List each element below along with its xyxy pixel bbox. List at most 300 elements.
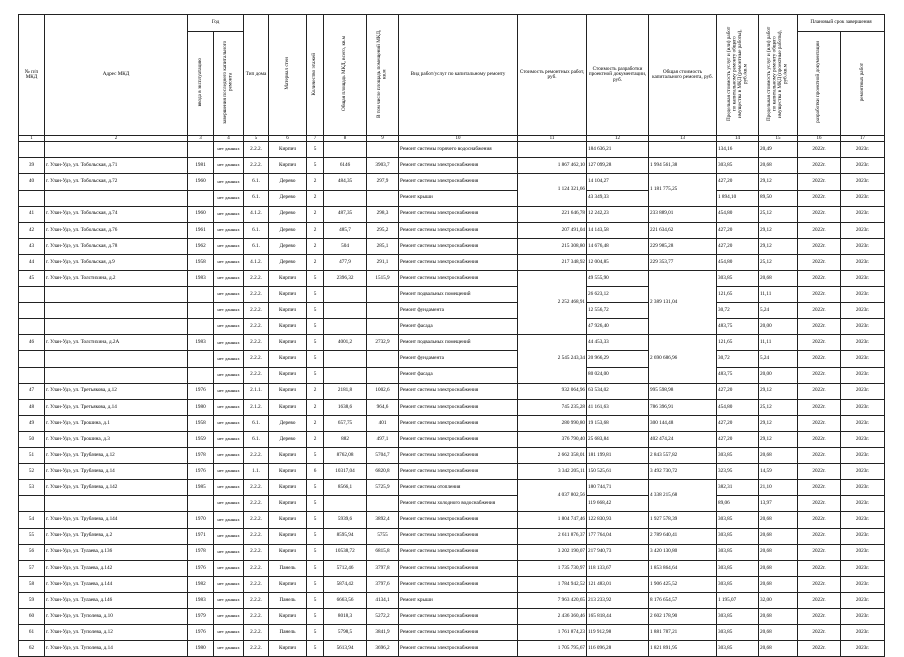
cell-total-cost: 8 176 654,57	[649, 592, 717, 608]
cell-limit-cost: 427,20	[717, 431, 759, 447]
cell-plan-repair: 2023г.	[841, 190, 885, 206]
column-number: 7	[307, 136, 324, 142]
table-row	[19, 496, 885, 512]
cell-total-cost: 229 353,77	[649, 254, 717, 270]
cell-plan-design: 2022г.	[798, 254, 841, 270]
cell-limit-cost: 427,20	[717, 238, 759, 254]
cell-year-repair: нет данных	[214, 512, 244, 528]
cell-limit-cost: 427,20	[717, 222, 759, 238]
cell-year-built: 1959	[188, 431, 214, 447]
cell-design-cost: 122 830,93	[587, 512, 649, 528]
cell-total-cost: 233 889,01	[649, 206, 717, 222]
cell-work-type: Ремонт системы горячего водоснабжения	[399, 142, 518, 158]
cell-year-repair: нет данных	[214, 415, 244, 431]
cell-total-cost: 1 821 891,95	[649, 641, 717, 657]
cell-living-area: 6815,8	[367, 544, 399, 560]
table-row	[19, 560, 885, 576]
cell-year-repair: нет данных	[214, 238, 244, 254]
cell-address	[45, 142, 188, 158]
cell-total-area: 504	[324, 238, 367, 254]
cell-floors: 2	[307, 222, 324, 238]
cell-design-cost: 217 940,73	[587, 544, 649, 560]
cell-plan-design: 2022г.	[798, 641, 841, 657]
cell-year-built: 1981	[188, 158, 214, 174]
cell-total-cost: 402 474,24	[649, 431, 717, 447]
cell-work-type: Ремонт системы электроснабжения	[399, 576, 518, 592]
cell-year-built: 1980	[188, 641, 214, 657]
cell-wall-material: Кирпич	[269, 319, 307, 335]
cell-plan-design: 2022г.	[798, 335, 841, 351]
cell-design-cost: 165 818,44	[587, 608, 649, 624]
cell-address	[45, 367, 188, 383]
cell-plan-repair: 2023г.	[841, 560, 885, 576]
cell-plan-repair: 2023г.	[841, 174, 885, 190]
cell-limit-cost: 303,85	[717, 528, 759, 544]
cell-limit-cost-design: 25,12	[759, 399, 798, 415]
cell-house-type: 6.1.	[244, 415, 269, 431]
cell-total-cost: 786 396,91	[649, 399, 717, 415]
cell-house-type: 2.2.2.	[244, 544, 269, 560]
cell-total-cost: 1 994 561,38	[649, 158, 717, 174]
cell-row-number: 57	[19, 560, 45, 576]
cell-year-repair: нет данных	[214, 319, 244, 335]
cell-limit-cost-design: 20,68	[759, 271, 798, 287]
cell-house-type: 2.2.2.	[244, 335, 269, 351]
cell-limit-cost-design: 29,12	[759, 222, 798, 238]
cell-year-built: 1976	[188, 464, 214, 480]
cell-limit-cost-design: 20,68	[759, 544, 798, 560]
header-plan-repair: ремонтных работ	[858, 63, 865, 102]
cell-plan-design: 2022г.	[798, 608, 841, 624]
cell-design-cost: 41 161,63	[587, 399, 649, 415]
cell-total-area: 1638,6	[324, 399, 367, 415]
cell-row-number: 54	[19, 512, 45, 528]
cell-floors: 5	[307, 576, 324, 592]
cell-work-type: Ремонт фасада	[399, 367, 518, 383]
table-row	[19, 303, 885, 319]
cell-address: г. Улан-Удэ, ул. Трубачева, д.14	[45, 464, 188, 480]
cell-house-type: 2.2.2.	[244, 641, 269, 657]
cell-year-built: 1976	[188, 560, 214, 576]
cell-row-number	[19, 367, 45, 383]
cell-repair-cost: 1 735 730,97	[518, 560, 587, 576]
cell-house-type: 2.2.2.	[244, 496, 269, 512]
cell-plan-design: 2022г.	[798, 238, 841, 254]
cell-plan-repair: 2023г.	[841, 142, 885, 158]
cell-year-repair: нет данных	[214, 608, 244, 624]
header-total-area: Общая площадь МКД, всего, кв.м	[341, 36, 348, 112]
cell-year-repair: нет данных	[214, 448, 244, 464]
table-row	[19, 319, 885, 335]
cell-total-area	[324, 319, 367, 335]
cell-repair-cost: 1 705 795,67	[518, 641, 587, 657]
cell-design-cost: 47 926,40	[587, 319, 649, 335]
header-plan-term: Плановый срок завершения	[798, 15, 885, 32]
cell-work-type: Ремонт системы электроснабжения	[399, 431, 518, 447]
cell-year-built: 1979	[188, 608, 214, 624]
cell-design-cost: 119 668,42	[587, 496, 649, 512]
cell-work-type: Ремонт системы электроснабжения	[399, 158, 518, 174]
cell-plan-repair: 2023г.	[841, 496, 885, 512]
header-year: Год	[188, 15, 244, 32]
cell-row-number: 47	[19, 383, 45, 399]
cell-floors: 5	[307, 271, 324, 287]
table-row	[19, 271, 885, 287]
cell-floors: 5	[307, 544, 324, 560]
cell-design-cost: 80 024,00	[587, 367, 649, 383]
column-number: 9	[367, 136, 399, 142]
cell-design-cost: 49 555,90	[587, 271, 649, 287]
cell-year-repair: нет данных	[214, 480, 244, 496]
cell-year-repair: нет данных	[214, 303, 244, 319]
cell-year-repair: нет данных	[214, 560, 244, 576]
cell-floors: 5	[307, 480, 324, 496]
cell-living-area: 298,3	[367, 206, 399, 222]
cell-row-number: 45	[19, 271, 45, 287]
cell-living-area	[367, 496, 399, 512]
cell-row-number: 60	[19, 608, 45, 624]
cell-house-type: 4.1.2.	[244, 254, 269, 270]
cell-limit-cost-design: 5,24	[759, 351, 798, 367]
cell-plan-repair: 2023г.	[841, 158, 885, 174]
cell-total-cost: 2 843 557,82	[649, 448, 717, 464]
cell-year-built: 1962	[188, 238, 214, 254]
cell-total-cost: 221 634,62	[649, 222, 717, 238]
cell-work-type: Ремонт фундамента	[399, 351, 518, 367]
cell-design-cost: 150 525,61	[587, 464, 649, 480]
cell-year-built: 1983	[188, 592, 214, 608]
table-row	[19, 222, 885, 238]
cell-wall-material: Дерево	[269, 254, 307, 270]
cell-plan-repair: 2023г.	[841, 399, 885, 415]
cell-total-area: 882	[324, 431, 367, 447]
cell-work-type: Ремонт системы электроснабжения	[399, 271, 518, 287]
cell-row-number: 39	[19, 158, 45, 174]
cell-limit-cost-design: 11,11	[759, 287, 798, 303]
cell-house-type: 2.2.2.	[244, 512, 269, 528]
cell-plan-design: 2022г.	[798, 560, 841, 576]
cell-design-cost: 180 744,71	[587, 480, 649, 496]
cell-total-area	[324, 287, 367, 303]
cell-design-cost: 63 534,02	[587, 383, 649, 399]
cell-limit-cost: 303,85	[717, 560, 759, 576]
cell-total-cost: 2 690 686,96	[649, 335, 717, 383]
cell-plan-design: 2022г.	[798, 190, 841, 206]
table-row	[19, 383, 885, 399]
cell-house-type: 2.2.2.	[244, 448, 269, 464]
cell-plan-repair: 2023г.	[841, 351, 885, 367]
cell-year-repair: нет данных	[214, 174, 244, 190]
cell-total-cost: 1 853 864,64	[649, 560, 717, 576]
cell-row-number	[19, 190, 45, 206]
cell-limit-cost: 483,75	[717, 319, 759, 335]
cell-plan-design: 2022г.	[798, 158, 841, 174]
cell-wall-material: Кирпич	[269, 399, 307, 415]
cell-plan-design: 2022г.	[798, 206, 841, 222]
cell-design-cost: 14 676,48	[587, 238, 649, 254]
cell-living-area	[367, 319, 399, 335]
cell-year-built: 1971	[188, 528, 214, 544]
header-no: № п/п МКД	[19, 15, 45, 136]
cell-year-repair: нет данных	[214, 287, 244, 303]
cell-address: г. Улан-Удэ, ул. Тобольская, д.71	[45, 158, 188, 174]
cell-address: г. Улан-Удэ, ул. Толстихина, д.2А	[45, 335, 188, 351]
cell-living-area: 1515,9	[367, 271, 399, 287]
cell-wall-material: Кирпич	[269, 383, 307, 399]
table-row	[19, 399, 885, 415]
cell-address: г. Улан-Удэ, ул. Тобольская, д.78	[45, 238, 188, 254]
cell-limit-cost: 30,72	[717, 303, 759, 319]
cell-wall-material: Кирпич	[269, 287, 307, 303]
cell-wall-material: Кирпич	[269, 576, 307, 592]
cell-year-repair: нет данных	[214, 641, 244, 657]
cell-total-cost: 2 602 178,90	[649, 608, 717, 624]
cell-plan-design: 2022г.	[798, 625, 841, 641]
table-row	[19, 415, 885, 431]
cell-design-cost: 118 133,67	[587, 560, 649, 576]
cell-design-cost: 127 099,28	[587, 158, 649, 174]
cell-wall-material: Панель	[269, 592, 307, 608]
cell-year-repair: нет данных	[214, 399, 244, 415]
cell-plan-repair: 2023г.	[841, 206, 885, 222]
cell-total-area	[324, 142, 367, 158]
cell-repair-cost: 2 545 243,34	[518, 335, 587, 383]
cell-floors: 2	[307, 399, 324, 415]
cell-limit-cost: 303,85	[717, 271, 759, 287]
cell-row-number: 46	[19, 335, 45, 351]
table-row	[19, 576, 885, 592]
cell-limit-cost: 427,20	[717, 415, 759, 431]
cell-repair-cost: 280 990,80	[518, 415, 587, 431]
cell-plan-repair: 2023г.	[841, 254, 885, 270]
table-row	[19, 448, 885, 464]
cell-house-type: 4.1.2.	[244, 206, 269, 222]
cell-limit-cost-design: 20,00	[759, 319, 798, 335]
cell-repair-cost: 1 804 747,46	[518, 512, 587, 528]
cell-floors: 5	[307, 512, 324, 528]
cell-address	[45, 496, 188, 512]
cell-plan-repair: 2023г.	[841, 415, 885, 431]
cell-floors: 5	[307, 319, 324, 335]
column-number: 16	[798, 136, 841, 142]
cell-plan-design: 2022г.	[798, 222, 841, 238]
cell-total-area: 477,9	[324, 254, 367, 270]
cell-address: г. Улан-Удэ, ул. Тулаева, д.144	[45, 576, 188, 592]
table-row	[19, 174, 885, 190]
header-repair-cost: Стоимость ремонтных работ, руб.	[518, 15, 587, 136]
column-number: 17	[841, 136, 885, 142]
header-living-area: В том числе площадь помещений МКД, кв.м	[376, 29, 388, 118]
cell-living-area	[367, 142, 399, 158]
cell-work-type: Ремонт системы электроснабжения	[399, 222, 518, 238]
cell-total-area: 6146	[324, 158, 367, 174]
cell-wall-material: Дерево	[269, 206, 307, 222]
cell-limit-cost: 303,85	[717, 448, 759, 464]
cell-limit-cost-design: 14,59	[759, 464, 798, 480]
cell-year-repair: нет данных	[214, 351, 244, 367]
cell-limit-cost: 303,85	[717, 158, 759, 174]
cell-house-type: 2.2.2.	[244, 158, 269, 174]
header-house-type: Тип дома	[244, 15, 269, 136]
cell-repair-cost: 1 124 321,66	[518, 174, 587, 206]
cell-floors: 5	[307, 142, 324, 158]
cell-wall-material: Кирпич	[269, 544, 307, 560]
cell-limit-cost-design: 20,49	[759, 142, 798, 158]
cell-design-cost: 213 233,92	[587, 592, 649, 608]
cell-total-area: 6663,56	[324, 592, 367, 608]
cell-limit-cost-design: 20,68	[759, 625, 798, 641]
cell-design-cost: 20 966,29	[587, 351, 649, 367]
cell-limit-cost-design: 20,68	[759, 641, 798, 657]
cell-limit-cost: 303,85	[717, 625, 759, 641]
cell-total-cost: 995 598,98	[649, 383, 717, 399]
cell-work-type: Ремонт системы электроснабжения	[399, 415, 518, 431]
cell-wall-material: Кирпич	[269, 335, 307, 351]
cell-year-repair: нет данных	[214, 367, 244, 383]
cell-address: г. Улан-Удэ, ул. Трубачева, д.2	[45, 528, 188, 544]
cell-year-built: 1960	[188, 174, 214, 190]
cell-limit-cost: 134,16	[717, 142, 759, 158]
table-row	[19, 625, 885, 641]
table-row	[19, 254, 885, 270]
table-row	[19, 528, 885, 544]
cell-limit-cost: 121,65	[717, 335, 759, 351]
cell-year-built: 1958	[188, 254, 214, 270]
cell-wall-material: Кирпич	[269, 448, 307, 464]
cell-limit-cost-design: 29,12	[759, 431, 798, 447]
cell-wall-material: Кирпич	[269, 271, 307, 287]
cell-work-type: Ремонт системы электроснабжения	[399, 383, 518, 399]
cell-design-cost: 44 453,33	[587, 335, 649, 351]
table-row	[19, 464, 885, 480]
cell-wall-material: Кирпич	[269, 512, 307, 528]
cell-house-type: 2.2.2.	[244, 287, 269, 303]
cell-address: г. Улан-Удэ, ул. Тулаева, д.142	[45, 560, 188, 576]
cell-total-area: 485,7	[324, 222, 367, 238]
column-number: 4	[214, 136, 244, 142]
cell-floors: 5	[307, 592, 324, 608]
cell-total-area: 8595,94	[324, 528, 367, 544]
cell-house-type: 2.1.1.	[244, 383, 269, 399]
cell-repair-cost: 2 611 876,37	[518, 528, 587, 544]
cell-year-repair: нет данных	[214, 431, 244, 447]
cell-house-type: 6.1.	[244, 222, 269, 238]
cell-limit-cost-design: 20,68	[759, 576, 798, 592]
table-row	[19, 544, 885, 560]
cell-total-area: 2396,32	[324, 271, 367, 287]
column-number: 14	[717, 136, 759, 142]
cell-floors: 5	[307, 641, 324, 657]
cell-limit-cost: 454,80	[717, 254, 759, 270]
cell-work-type: Ремонт системы электроснабжения	[399, 254, 518, 270]
column-number: 12	[587, 136, 649, 142]
cell-total-area: 5613,94	[324, 641, 367, 657]
cell-design-cost: 14 104,27	[587, 174, 649, 190]
cell-year-built: 1983	[188, 335, 214, 351]
cell-year-built	[188, 287, 214, 303]
cell-design-cost: 26 623,12	[587, 287, 649, 303]
cell-total-area: 5939,6	[324, 512, 367, 528]
cell-living-area	[367, 287, 399, 303]
cell-house-type: 2.2.2.	[244, 271, 269, 287]
cell-house-type: 2.2.2.	[244, 608, 269, 624]
cell-work-type: Ремонт системы холодного водоснабжения	[399, 496, 518, 512]
cell-house-type: 2.2.2.	[244, 303, 269, 319]
cell-plan-design: 2022г.	[798, 142, 841, 158]
cell-total-area: 10538,72	[324, 544, 367, 560]
cell-year-built	[188, 351, 214, 367]
table-row	[19, 287, 885, 303]
cell-plan-repair: 2023г.	[841, 383, 885, 399]
cell-address: г. Улан-Удэ, ул. Туполева, д.10	[45, 608, 188, 624]
table-row	[19, 158, 885, 174]
cell-plan-design: 2022г.	[798, 271, 841, 287]
cell-address	[45, 319, 188, 335]
cell-repair-cost: 932 064,96	[518, 383, 587, 399]
cell-plan-design: 2022г.	[798, 303, 841, 319]
column-number: 5	[244, 136, 269, 142]
cell-address: г. Улан-Удэ, ул. Тобольская, д.74	[45, 206, 188, 222]
cell-limit-cost-design: 29,12	[759, 383, 798, 399]
cell-repair-cost: 376 790,40	[518, 431, 587, 447]
cell-limit-cost: 323,95	[717, 464, 759, 480]
cell-total-area	[324, 496, 367, 512]
cell-year-built	[188, 190, 214, 206]
cell-work-type: Ремонт системы электроснабжения	[399, 625, 518, 641]
cell-limit-cost-design: 20,68	[759, 448, 798, 464]
cell-wall-material: Панель	[269, 560, 307, 576]
cell-repair-cost: 7 963 420,65	[518, 592, 587, 608]
cell-work-type: Ремонт системы электроснабжения	[399, 560, 518, 576]
cell-limit-cost-design: 29,12	[759, 174, 798, 190]
cell-house-type: 2.2.2.	[244, 625, 269, 641]
cell-living-area: 3797,6	[367, 576, 399, 592]
cell-plan-design: 2022г.	[798, 480, 841, 496]
cell-plan-design: 2022г.	[798, 464, 841, 480]
cell-address: г. Улан-Удэ, ул. Тобольская, д.72	[45, 174, 188, 190]
cell-limit-cost-design: 25,12	[759, 206, 798, 222]
cell-limit-cost: 303,85	[717, 512, 759, 528]
cell-work-type: Ремонт крыши	[399, 190, 518, 206]
cell-year-repair: нет данных	[214, 254, 244, 270]
cell-total-cost: 3 492 730,72	[649, 464, 717, 480]
cell-floors: 5	[307, 496, 324, 512]
cell-total-cost: 3 420 130,80	[649, 544, 717, 560]
cell-year-built: 1958	[188, 415, 214, 431]
cell-total-area: 484,35	[324, 174, 367, 190]
cell-address: г. Улан-Удэ, ул. Трошина, д.1	[45, 415, 188, 431]
cell-total-cost: 229 985,28	[649, 238, 717, 254]
table-row	[19, 335, 885, 351]
cell-living-area: 291,1	[367, 254, 399, 270]
cell-total-area: 8566,1	[324, 480, 367, 496]
cell-plan-design: 2022г.	[798, 319, 841, 335]
cell-year-built	[188, 496, 214, 512]
cell-work-type: Ремонт системы электроснабжения	[399, 206, 518, 222]
repair-program-table	[18, 14, 885, 657]
cell-row-number: 61	[19, 625, 45, 641]
cell-living-area: 4134,1	[367, 592, 399, 608]
cell-row-number: 42	[19, 222, 45, 238]
cell-repair-cost: 2 662 358,01	[518, 448, 587, 464]
cell-address: г. Улан-Удэ, ул. Тобольская, д.76	[45, 222, 188, 238]
cell-row-number	[19, 496, 45, 512]
cell-wall-material: Кирпич	[269, 351, 307, 367]
cell-row-number	[19, 351, 45, 367]
cell-living-area: 5272,2	[367, 608, 399, 624]
cell-year-built	[188, 319, 214, 335]
cell-total-area: 487,35	[324, 206, 367, 222]
